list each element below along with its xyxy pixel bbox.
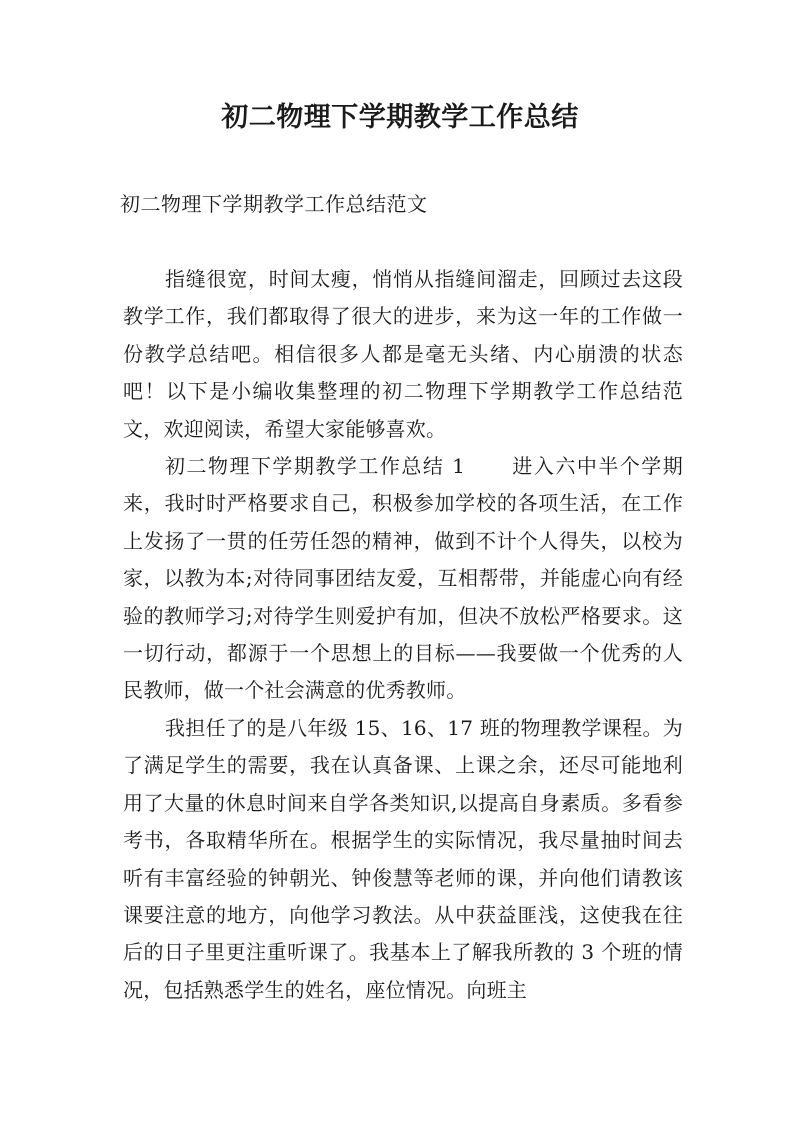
paragraph-text: 指缝很宽，时间太瘦，悄悄从指缝间溜走，回顾过去这段教学工作，我们都取得了很大的进步，来为这一年的工作做一份教学总结吧。相信很多人都是毫无头绪、内心崩溃的状态吧！以下是小编收集整理的初二物理下学期教学工作总结范文，欢迎阅读，希望大家能够喜欢。 [123,267,683,441]
paragraph-summary-1 [123,448,683,710]
paragraph-text: 进入六中半个学期来，我时时严格要求自己，积极参加学校的各项生活，在工作上发扬了一贯的任劳任怨的精神，做到不计个人得失，以校为家，以教为本;对待同事团结友爱，互相帮带，并能虚心向有经验的教师学习;对待学生则爱护有加，但决不放松严格要求。这一切行动，都源于一个思想上的目标——我要做一个优秀的人民教师，做一个社会满意的优秀教师。 [123,454,683,703]
document-body [123,261,683,1009]
paragraph-intro [123,261,683,448]
section-heading: 初二物理下学期教学工作总结 1 [165,454,466,479]
paragraph-text: 我担任了的是八年级 15、16、17 班的物理教学课程。为了满足学生的需要，我在认真备课、上课之余，还尽可能地利用了大量的休息时间来自学各类知识,以提高自身素质。多看参考书，各取精华所在。根据学生的实际情况，我尽量抽时间去听有丰富经验的钟朝光、钟俊慧等老师的课，并向他们请教该课要注意的地方，向他学习教法。从中获益匪浅，这使我在往后的日子里更注重听课了。我基本上了解我所教的 3 个班的情况，包括熟悉学生的姓名，座位情况。向班主 [123,715,683,1002]
paragraph-teaching [123,710,683,1009]
document-subtitle: 初二物理下学期教学工作总结范文 [120,192,428,216]
document-title: 初二物理下学期教学工作总结 [221,102,579,133]
